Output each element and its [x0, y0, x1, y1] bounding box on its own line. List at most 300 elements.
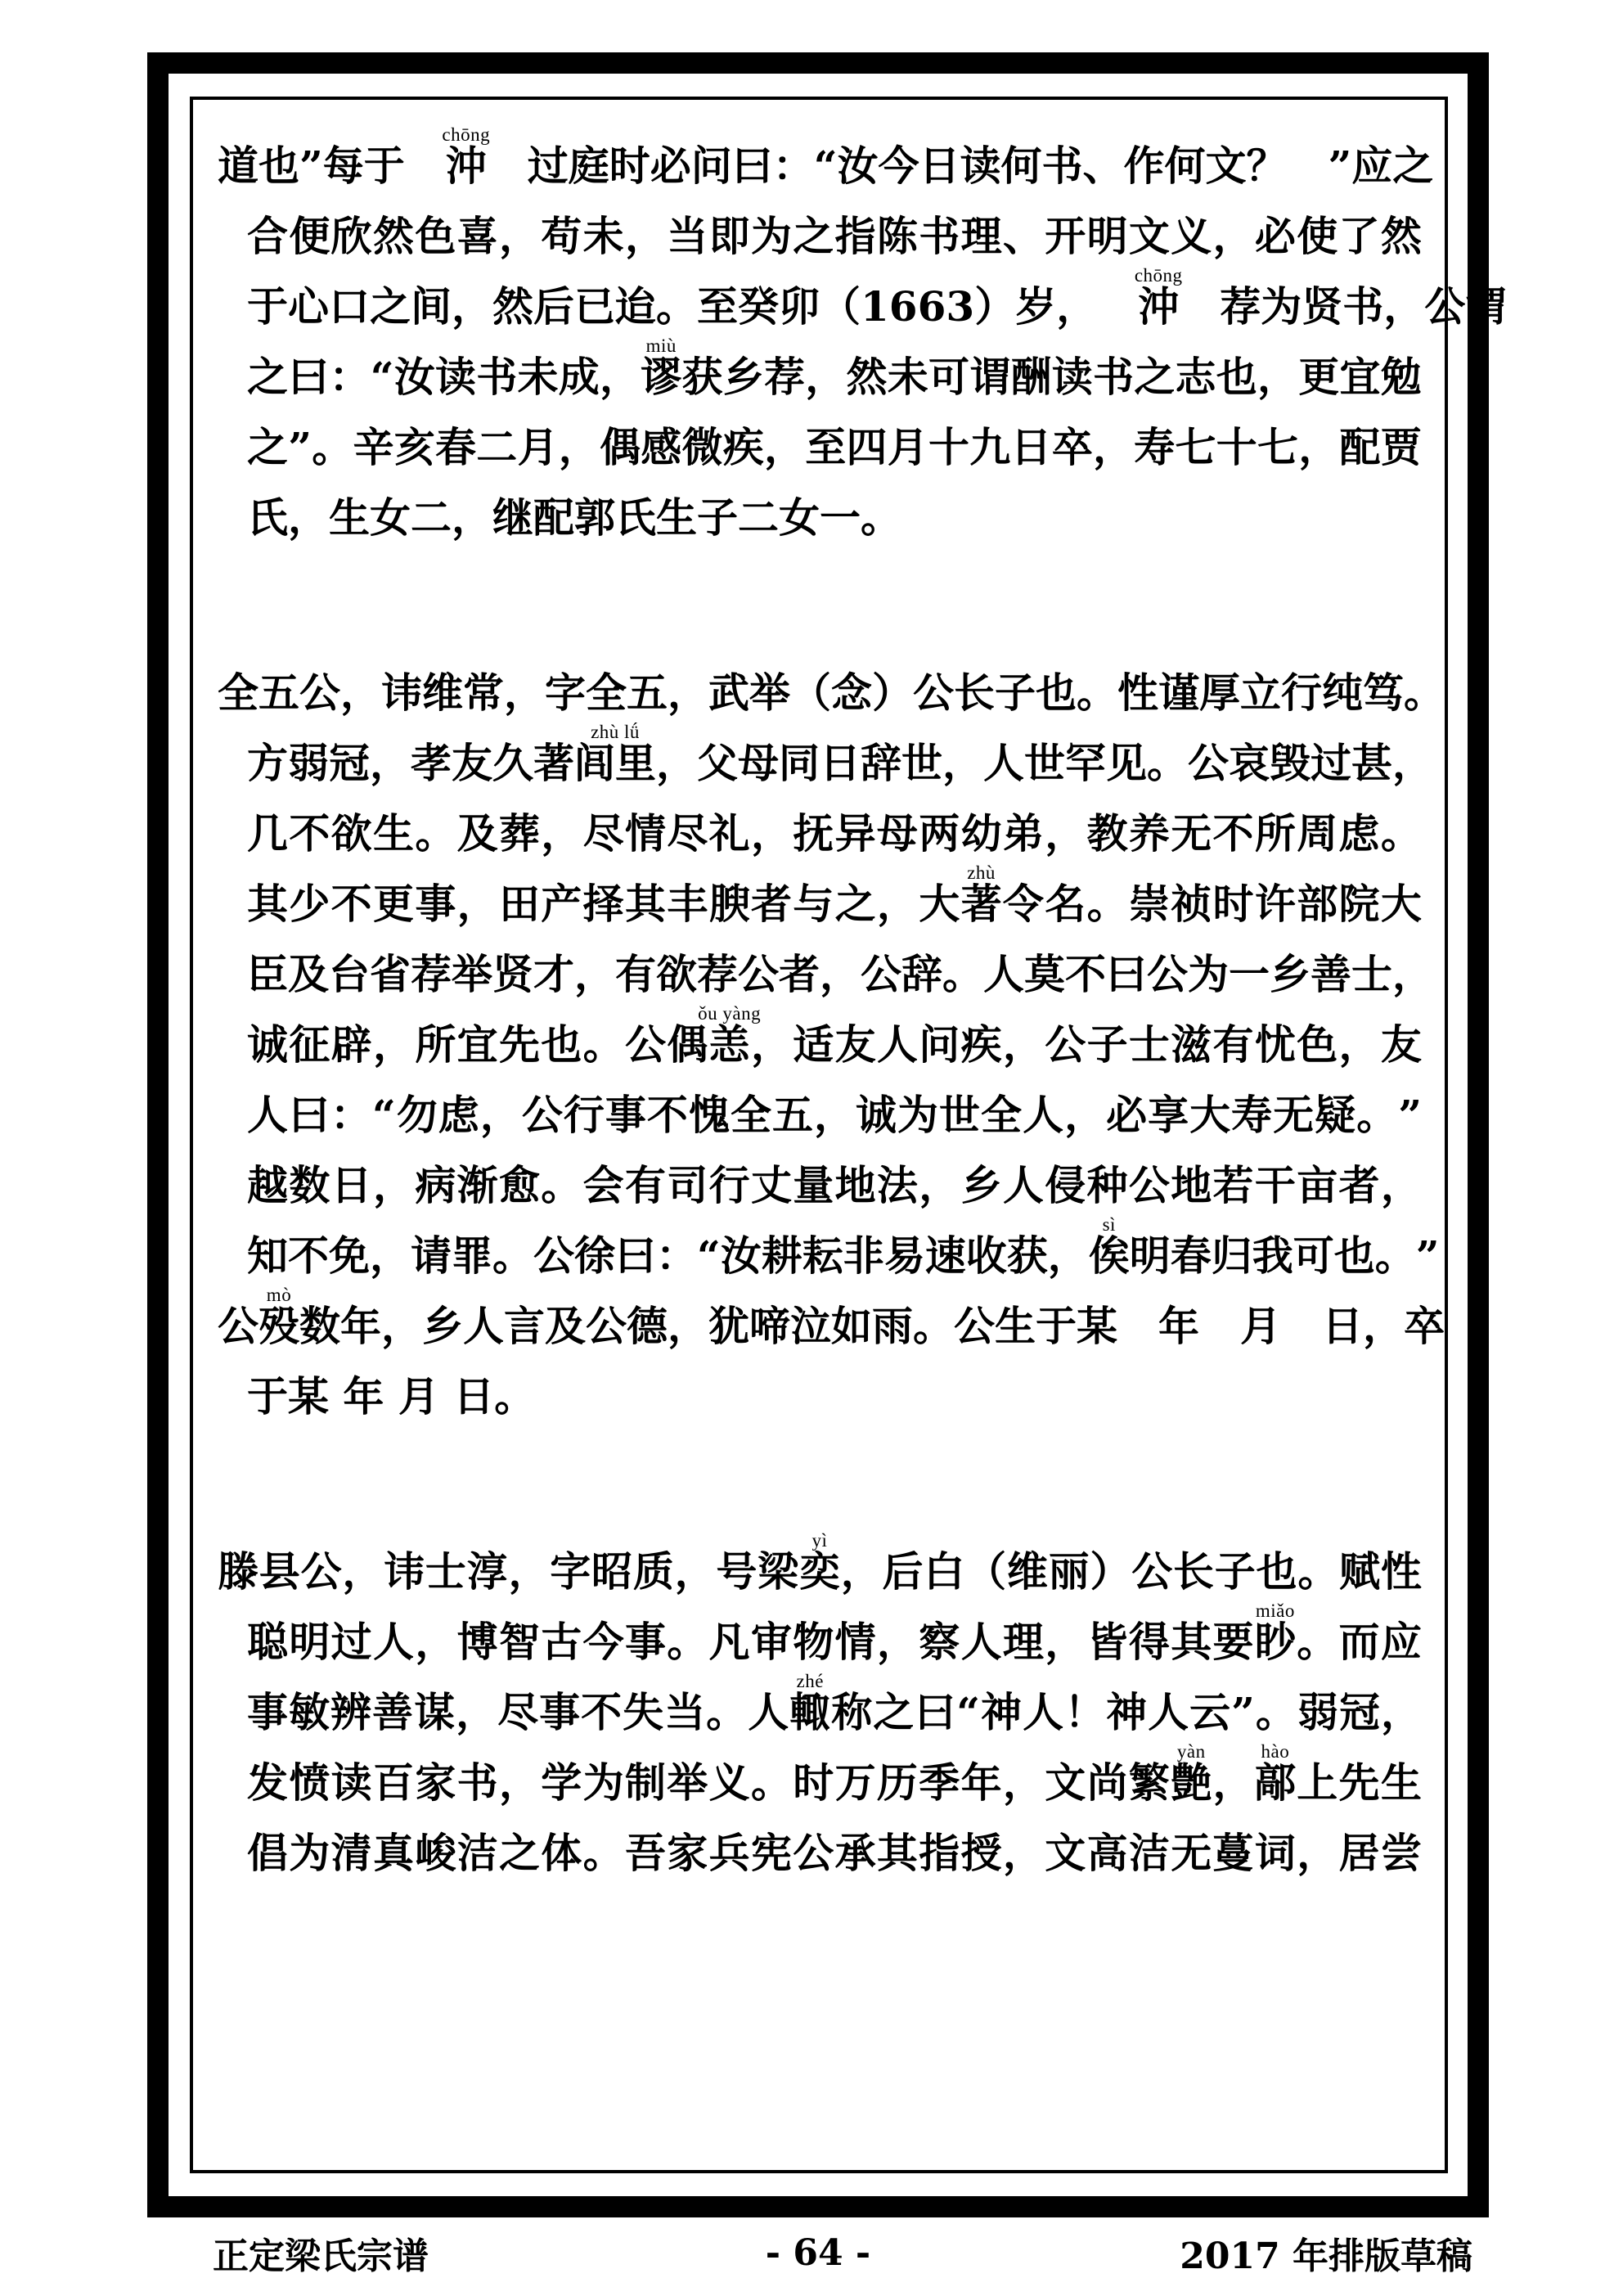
text-char: 问 [690, 142, 732, 190]
text-char: ， [370, 1231, 411, 1280]
text-char: 公 [861, 950, 901, 998]
text-char: 某 [1077, 1302, 1117, 1350]
ruby-base-char: 著 [960, 880, 1002, 928]
text-char: ， [600, 353, 641, 401]
text-char: 敏 [289, 1688, 330, 1736]
text-char: 有 [615, 950, 656, 998]
text-line [218, 121, 1434, 191]
text-char: 当 [667, 212, 708, 260]
text-char: 偶 [600, 423, 641, 471]
text-char: 应 [1351, 142, 1393, 190]
text-char [1179, 281, 1220, 332]
text-char: 冠 [329, 739, 370, 787]
text-char: ， [624, 212, 666, 260]
text-char: 祯 [1171, 880, 1212, 928]
text-char: 如 [831, 1302, 872, 1350]
text-char: ， [1392, 950, 1433, 998]
text-char: ， [764, 423, 806, 471]
text-char: 博 [456, 1618, 498, 1666]
text-char: 公 [586, 1302, 627, 1350]
text-char: ， [479, 1091, 521, 1139]
text-char: 罪 [452, 1231, 492, 1280]
text-char: 文 [1128, 212, 1170, 260]
text-char: 汝 [837, 142, 879, 190]
text-char: 举 [452, 950, 492, 998]
text-char: 、 [1002, 212, 1044, 260]
text-char: ， [498, 1758, 540, 1807]
text-char: 地 [1171, 1161, 1212, 1209]
text-char: 义 [708, 1758, 750, 1807]
text-char: 号 [716, 1547, 758, 1596]
text-char [1288, 141, 1329, 191]
text-char: 其 [624, 880, 666, 928]
text-char: 万 [834, 1758, 876, 1807]
ruby-base-char: 闾里 [574, 739, 656, 787]
text-char: 请 [411, 1231, 452, 1280]
text-char: 适 [793, 1020, 834, 1069]
text-char: 不 [288, 1231, 329, 1280]
text-char: 其 [876, 1829, 918, 1877]
text-char: 便 [289, 212, 330, 260]
text-line [218, 1352, 1422, 1422]
ruby-annotated-char [960, 862, 1002, 930]
text-char: 赋 [1339, 1547, 1381, 1596]
text-char: ， [876, 880, 918, 928]
text-char: “ [813, 142, 838, 190]
text-char: 月 [887, 423, 928, 471]
text-char: 理 [1002, 1618, 1044, 1666]
text-char: ” [1398, 1091, 1422, 1139]
text-char: 乡 [422, 1302, 463, 1350]
text-char: 今 [582, 1618, 624, 1666]
text-char: 合 [247, 212, 288, 260]
text-char: 之 [1392, 142, 1434, 190]
text-line [218, 1527, 1422, 1597]
text-char: ， [456, 880, 498, 928]
text-char: 。 [582, 1020, 624, 1069]
text-char: 子 [995, 669, 1036, 717]
text-char: 口 [329, 282, 370, 331]
text-char: 寿 [1134, 423, 1176, 471]
text-char: 礼 [708, 809, 750, 858]
text-char: 谓 [1465, 282, 1507, 331]
text-char: 不 [646, 1091, 688, 1139]
text-char: 公 [1424, 282, 1466, 331]
text-char: 癸 [738, 282, 779, 331]
text-char: 疾 [960, 1020, 1002, 1069]
text-char: 冠 [1338, 1688, 1380, 1736]
ruby-pinyin: mò [266, 1285, 292, 1305]
text-char: 卒 [1051, 423, 1093, 471]
text-char: 人 [463, 1302, 504, 1350]
text-char: 十 [928, 423, 970, 471]
text-char: 臣 [247, 950, 288, 998]
text-char: 许 [1254, 880, 1296, 928]
text-run: 于某 年 月 日。 [247, 1372, 536, 1420]
text-char: 事 [624, 1618, 666, 1666]
text-char: 全 [730, 1091, 771, 1139]
text-char: 也 [1256, 1547, 1297, 1596]
text-char: ， [820, 950, 861, 998]
text-char: 全 [218, 669, 259, 717]
text-char: 与 [793, 880, 834, 928]
text-char: 讳 [384, 1547, 425, 1596]
text-char: 及 [288, 950, 329, 998]
text-char: ， [1045, 1618, 1086, 1666]
text-char: 方 [247, 739, 288, 787]
text-char: 法 [876, 1161, 918, 1209]
text-char: 质 [632, 1547, 674, 1596]
text-char: ， [674, 1547, 716, 1596]
text-char: 未 [517, 353, 559, 401]
text-char: 色 [1297, 1020, 1338, 1069]
text-char: 不 [289, 809, 330, 858]
text-char: 间 [411, 282, 452, 331]
text-line [218, 859, 1422, 930]
text-char: 未 [887, 353, 928, 401]
text-char: 何 [1164, 142, 1206, 190]
text-char: 察 [919, 1618, 960, 1666]
text-char: 卒 [1404, 1302, 1445, 1350]
text-char: ， [942, 739, 983, 787]
text-char: 昭 [591, 1547, 633, 1596]
paragraph [218, 1527, 1422, 1879]
text-char: ， [456, 1688, 497, 1736]
text-char: 授 [960, 1829, 1002, 1877]
text-char: 过 [330, 1618, 372, 1666]
text-char: 大 [919, 880, 960, 928]
text-char: 司 [667, 1161, 708, 1209]
text-char: 辨 [330, 1688, 372, 1736]
text-char: 年 [1158, 1302, 1199, 1350]
text-char: 县 [259, 1547, 300, 1596]
text-char: ， [656, 739, 697, 787]
text-char: ， [1298, 423, 1340, 471]
text-char: 于 [247, 282, 288, 331]
text-char: 文 [1205, 142, 1247, 190]
text-char: 十 [1216, 423, 1257, 471]
text-char: ， [541, 809, 582, 858]
text-char: ： [330, 1091, 372, 1139]
text-char: 。 [667, 1618, 708, 1666]
text-char: 教 [1086, 809, 1128, 858]
text-char: ， [1093, 423, 1135, 471]
text-char: 不 [1065, 950, 1106, 998]
text-char: 义 [1171, 212, 1212, 260]
text-char: 字 [550, 1547, 591, 1596]
text-char: 公 [1188, 739, 1229, 787]
text-char: 周 [1297, 809, 1338, 858]
text-char: ！ [1064, 1688, 1106, 1736]
text-char: 情 [834, 1618, 876, 1666]
text-line [218, 262, 1507, 332]
text-char: 之 [1134, 353, 1176, 401]
text-char: 年 [960, 1758, 1002, 1807]
text-char: 。 [1255, 1688, 1297, 1736]
text-char: 滕 [218, 1547, 259, 1596]
text-char: 无 [1171, 809, 1212, 858]
text-char: 发 [247, 1758, 288, 1807]
text-char: 之 [370, 282, 411, 331]
text-char: ， [1297, 1829, 1338, 1877]
text-char: 可 [1293, 1231, 1334, 1280]
text-char: 陈 [876, 212, 918, 260]
text-char: 数 [299, 1302, 340, 1350]
text-char: 偶 [667, 1020, 708, 1069]
text-char: 我 [1252, 1231, 1293, 1280]
ruby-base-char: 鄗 [1254, 1758, 1296, 1807]
text-char: 公 [624, 1020, 666, 1069]
text-char: 士 [1128, 1020, 1170, 1069]
text-line [218, 789, 1422, 859]
text-char: 后 [882, 1547, 924, 1596]
text-char: 应 [1380, 1618, 1422, 1666]
text-char: 者 [750, 880, 792, 928]
text-char: ， [1064, 1091, 1106, 1139]
text-char: ， [1363, 1302, 1404, 1350]
text-char: 亩 [1297, 1161, 1338, 1209]
text-char: 举 [749, 669, 790, 717]
text-char: 微 [681, 423, 723, 471]
ruby-pinyin: yàn [1176, 1741, 1206, 1762]
text-char: 归 [1211, 1231, 1252, 1280]
text-char: ， [813, 1091, 855, 1139]
text-char: 孝 [411, 739, 452, 787]
text-char: 念 [831, 669, 872, 717]
text-char: 才 [533, 950, 574, 998]
text-char: 虑 [1338, 809, 1380, 858]
text-char: 病 [415, 1161, 456, 1209]
text-char: 今 [878, 142, 919, 190]
text-char: 可 [928, 353, 970, 401]
text-char: 及 [456, 809, 498, 858]
text-char: 亥 [393, 423, 435, 471]
text-char: 人 [247, 1091, 288, 1139]
text-char: 长 [1172, 1547, 1214, 1596]
text-char: 6 [888, 282, 918, 331]
text-char: 。 [582, 1829, 624, 1877]
text-char: 。 [913, 1302, 954, 1350]
text-char: 越 [247, 1161, 288, 1209]
text-char: 公 [521, 1091, 563, 1139]
text-char: 人 [372, 1618, 414, 1666]
ruby-annotated-char [442, 124, 491, 191]
text-char: 者 [779, 950, 820, 998]
ruby-pinyin: zhé [796, 1671, 824, 1691]
text-char: 犹 [708, 1302, 749, 1350]
text-char: 大 [1380, 880, 1422, 928]
text-char: 名 [1045, 880, 1086, 928]
text-char: 更 [1298, 353, 1340, 401]
text-char: ， [342, 1547, 384, 1596]
text-char: 泣 [790, 1302, 831, 1350]
text-char: 维 [1006, 1547, 1048, 1596]
text-char: 荐 [1220, 282, 1261, 331]
text-char: ， [840, 1547, 882, 1596]
text-char: 维 [422, 669, 463, 717]
text-char: 见 [1106, 739, 1147, 787]
text-char: 部 [1297, 880, 1338, 928]
text-char: 审 [750, 1618, 792, 1666]
text-char: 书 [1041, 142, 1083, 190]
text-char: 子 [1214, 1547, 1256, 1596]
text-char: 梁 [758, 1547, 799, 1596]
text-char: 书 [456, 1758, 498, 1807]
text-char: 未 [582, 212, 624, 260]
text-char: “ [697, 1231, 721, 1280]
text-char: 人 [1023, 1688, 1064, 1736]
text-char: 事 [539, 1688, 581, 1736]
text-char: ， [372, 1161, 414, 1209]
footer-book-title: 正定梁氏宗谱 [213, 2235, 429, 2277]
text-char: 。 [492, 1231, 533, 1280]
text-char: 无 [1171, 1829, 1212, 1877]
text-char: ， [1257, 353, 1299, 401]
text-char: 子 [1086, 1020, 1128, 1069]
ruby-pinyin: miǎo [1255, 1600, 1295, 1621]
text-char: 丽 [1048, 1547, 1090, 1596]
text-char: 书 [476, 353, 518, 401]
text-char: 友 [452, 739, 492, 787]
text-char: 峻 [415, 1829, 456, 1877]
text-char: 智 [498, 1618, 540, 1666]
text-char: ， [750, 1020, 792, 1069]
text-char: 明 [1129, 1231, 1171, 1280]
text-char: 兵 [708, 1829, 750, 1877]
text-char: 行 [1281, 669, 1322, 717]
text-char: ） [974, 282, 1016, 331]
text-char: 勿 [396, 1091, 438, 1139]
text-char: 九 [969, 423, 1011, 471]
text-char: ， [1002, 1758, 1044, 1807]
text-char: 即 [708, 212, 750, 260]
text-char: 。 [541, 1161, 582, 1209]
text-char: ， [1056, 282, 1098, 331]
text-char: 谨 [1158, 669, 1199, 717]
ruby-annotated-char [259, 1285, 299, 1352]
text-char: 体 [541, 1829, 582, 1877]
text-char: 有 [624, 1161, 666, 1209]
text-char: 。 [1147, 739, 1188, 787]
text-char: 省 [370, 950, 411, 998]
text-char: 田 [498, 880, 540, 928]
text-line [218, 1141, 1422, 1211]
text-line [218, 930, 1433, 1000]
text-char: 为 [289, 1829, 330, 1877]
text-char: 至 [805, 423, 847, 471]
text-char: 必 [1254, 212, 1296, 260]
text-char: 丈 [750, 1161, 792, 1209]
text-line [218, 1070, 1422, 1141]
text-char: 3 [946, 282, 975, 331]
text-char: 不 [581, 1688, 623, 1736]
text-char: （ [820, 282, 861, 331]
text-char: 台 [329, 950, 370, 998]
document-body [200, 106, 1507, 2160]
text-char: 母 [738, 739, 779, 787]
text-char: 曰 [288, 353, 330, 401]
text-char: 七 [1257, 423, 1299, 471]
text-char: 善 [1311, 950, 1351, 998]
text-char: 季 [919, 1758, 960, 1807]
text-char: 父 [697, 739, 738, 787]
text-char: ？ [1246, 142, 1288, 190]
text-char: 倡 [247, 1829, 288, 1877]
text-char: 。 [1356, 1091, 1398, 1139]
text-char: 生 [995, 1302, 1036, 1350]
text-char: 也 [1036, 669, 1077, 717]
text-char: 一 [1229, 950, 1270, 998]
text-char: 曰 [1106, 950, 1147, 998]
text-char: 免 [329, 1231, 370, 1280]
text-char: 日 [820, 739, 861, 787]
text-char: 吾 [624, 1829, 666, 1877]
text-char: 百 [372, 1758, 414, 1807]
text-char: 获 [1006, 1231, 1048, 1280]
text-char: 忧 [1254, 1020, 1296, 1069]
text-char: 知 [247, 1231, 288, 1280]
text-char: 学 [541, 1758, 582, 1807]
text-char: 择 [582, 880, 624, 928]
text-char: 生 [1380, 1758, 1422, 1807]
text-char: 曰 [289, 1091, 330, 1139]
text-char: 汝 [393, 353, 435, 401]
text-char [1097, 281, 1138, 332]
text-char: 滋 [1171, 1020, 1212, 1069]
text-char: 世 [939, 1091, 981, 1139]
text-char: 。 [1077, 669, 1117, 717]
text-char: 当 [664, 1688, 706, 1736]
text-char: 要 [1212, 1618, 1254, 1666]
text-char: 时 [793, 1758, 834, 1807]
text-char: 。 [750, 1758, 792, 1807]
text-char: ， [1380, 1688, 1422, 1736]
text-char: 然 [846, 353, 888, 401]
text-char: 更 [372, 880, 414, 928]
text-char: 读 [330, 1758, 372, 1807]
text-char: 。 [942, 950, 983, 998]
text-char: 了 [1338, 212, 1380, 260]
text-char: 。 [415, 809, 456, 858]
text-char: 弟 [1002, 809, 1044, 858]
text-char: 其 [247, 880, 288, 928]
text-char: 腴 [708, 880, 750, 928]
text-char: ， [340, 669, 381, 717]
text-char: 过 [1311, 739, 1351, 787]
text-char: 笃 [1363, 669, 1404, 717]
text-char: 五 [771, 1091, 813, 1139]
text-char: 母 [876, 809, 918, 858]
text-char: 苟 [541, 212, 582, 260]
paragraph [218, 648, 1445, 1422]
text-char: 日 [330, 1161, 372, 1209]
text-char: ， [1383, 282, 1425, 331]
text-char: ， [415, 1618, 456, 1666]
text-char: ， [1338, 1020, 1380, 1069]
text-char: ： [656, 1231, 697, 1280]
text-char: 每 [322, 142, 364, 190]
text-char: 徐 [574, 1231, 615, 1280]
text-char: 于 [363, 142, 405, 190]
text-char: 之 [793, 212, 834, 260]
text-char: 渐 [456, 1161, 498, 1209]
text-char: 为 [1188, 950, 1229, 998]
text-char: ， [1392, 739, 1433, 787]
text-char: 易 [883, 1231, 925, 1280]
text-char: 汝 [720, 1231, 762, 1280]
ruby-annotated-char [641, 335, 682, 403]
text-char: （ [965, 1547, 1007, 1596]
